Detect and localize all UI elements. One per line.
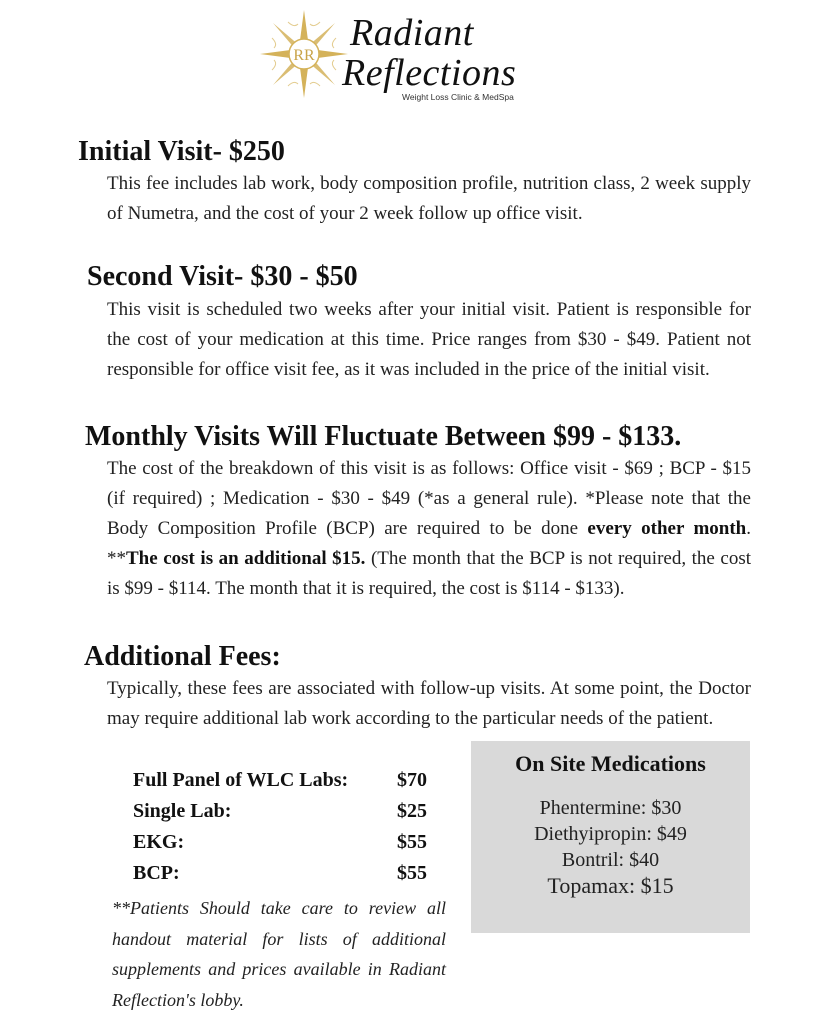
additional-fees-heading: Additional Fees: xyxy=(84,641,281,672)
medications-list xyxy=(471,795,750,899)
medication-item: Bontril: $40 xyxy=(561,849,660,871)
logo-text-reflections: Reflections xyxy=(342,52,517,94)
on-site-medications-box xyxy=(471,741,750,933)
handout-footnote: **Patients Should take care to review all handout material for lists of additional supplements and prices available in Radiant Reflection's lobby. xyxy=(112,898,446,1010)
additional-fees-description: Typically, these fees are associated with follow-up visits. At some point, the Doctor may require additional lab work according to the particular needs of the patient. xyxy=(107,678,751,729)
fee-price: $55 xyxy=(397,831,427,853)
medication-item: Diethyipropin: $49 xyxy=(534,823,687,845)
logo-tagline: Weight Loss Clinic & MedSpa xyxy=(402,92,514,102)
initial-visit-heading: Initial Visit- $250 xyxy=(78,136,285,167)
emphasis-every-other-month: every other month xyxy=(587,518,747,539)
initial-visit-description: This fee includes lab work, body composition profile, nutrition class, 2 week supply of Numetra, and the cost of your 2 week follow up office visit. xyxy=(107,173,751,224)
emphasis-additional-cost: The cost is an additional $15. xyxy=(126,548,366,569)
additional-fees-table xyxy=(133,765,433,889)
monthly-visits-description: The cost of the breakdown of this visit is as follows: Office visit - $69 ; BCP - $15 (if required) ; Medication - $30 - $49 (*as a general rule). *Please note that the Body Composition Profile (BCP) are required to be done every other month. **The cost is an additional $15. (The month that the BCP is not required, the cost is $99 - $114. The month that it is required, the cost is $114 - $133). xyxy=(107,458,751,599)
monthly-visits-heading: Monthly Visits Will Fluctuate Between $99 - $133. xyxy=(85,421,682,452)
fee-price: $25 xyxy=(397,800,427,822)
fee-row xyxy=(133,858,433,889)
fee-price: $55 xyxy=(397,862,427,884)
second-visit-description: This visit is scheduled two weeks after your initial visit. Patient is responsible for the cost of your medication at this time. Price ranges from $30 - $49. Patient not responsible for office visit fee, as it was included in the price of the initial visit. xyxy=(107,299,751,380)
fee-label: Full Panel of WLC Labs: xyxy=(133,769,349,791)
fee-price: $70 xyxy=(397,769,427,791)
second-visit-heading: Second Visit- $30 - $50 xyxy=(87,261,358,292)
fee-label: Single Lab: xyxy=(133,800,232,822)
fee-label: EKG: xyxy=(133,831,185,853)
fee-row xyxy=(133,765,433,796)
logo-text-radiant: Radiant xyxy=(350,12,474,54)
svg-text:RR: RR xyxy=(293,47,315,64)
clinic-logo xyxy=(258,8,548,103)
fee-row xyxy=(133,796,433,827)
medications-title: On Site Medications xyxy=(515,751,706,776)
fee-label: BCP: xyxy=(133,862,180,884)
medication-item: Phentermine: $30 xyxy=(539,797,682,819)
fee-row xyxy=(133,827,433,858)
medication-item: Topamax: $15 xyxy=(547,873,674,898)
compass-star-icon xyxy=(258,8,350,100)
